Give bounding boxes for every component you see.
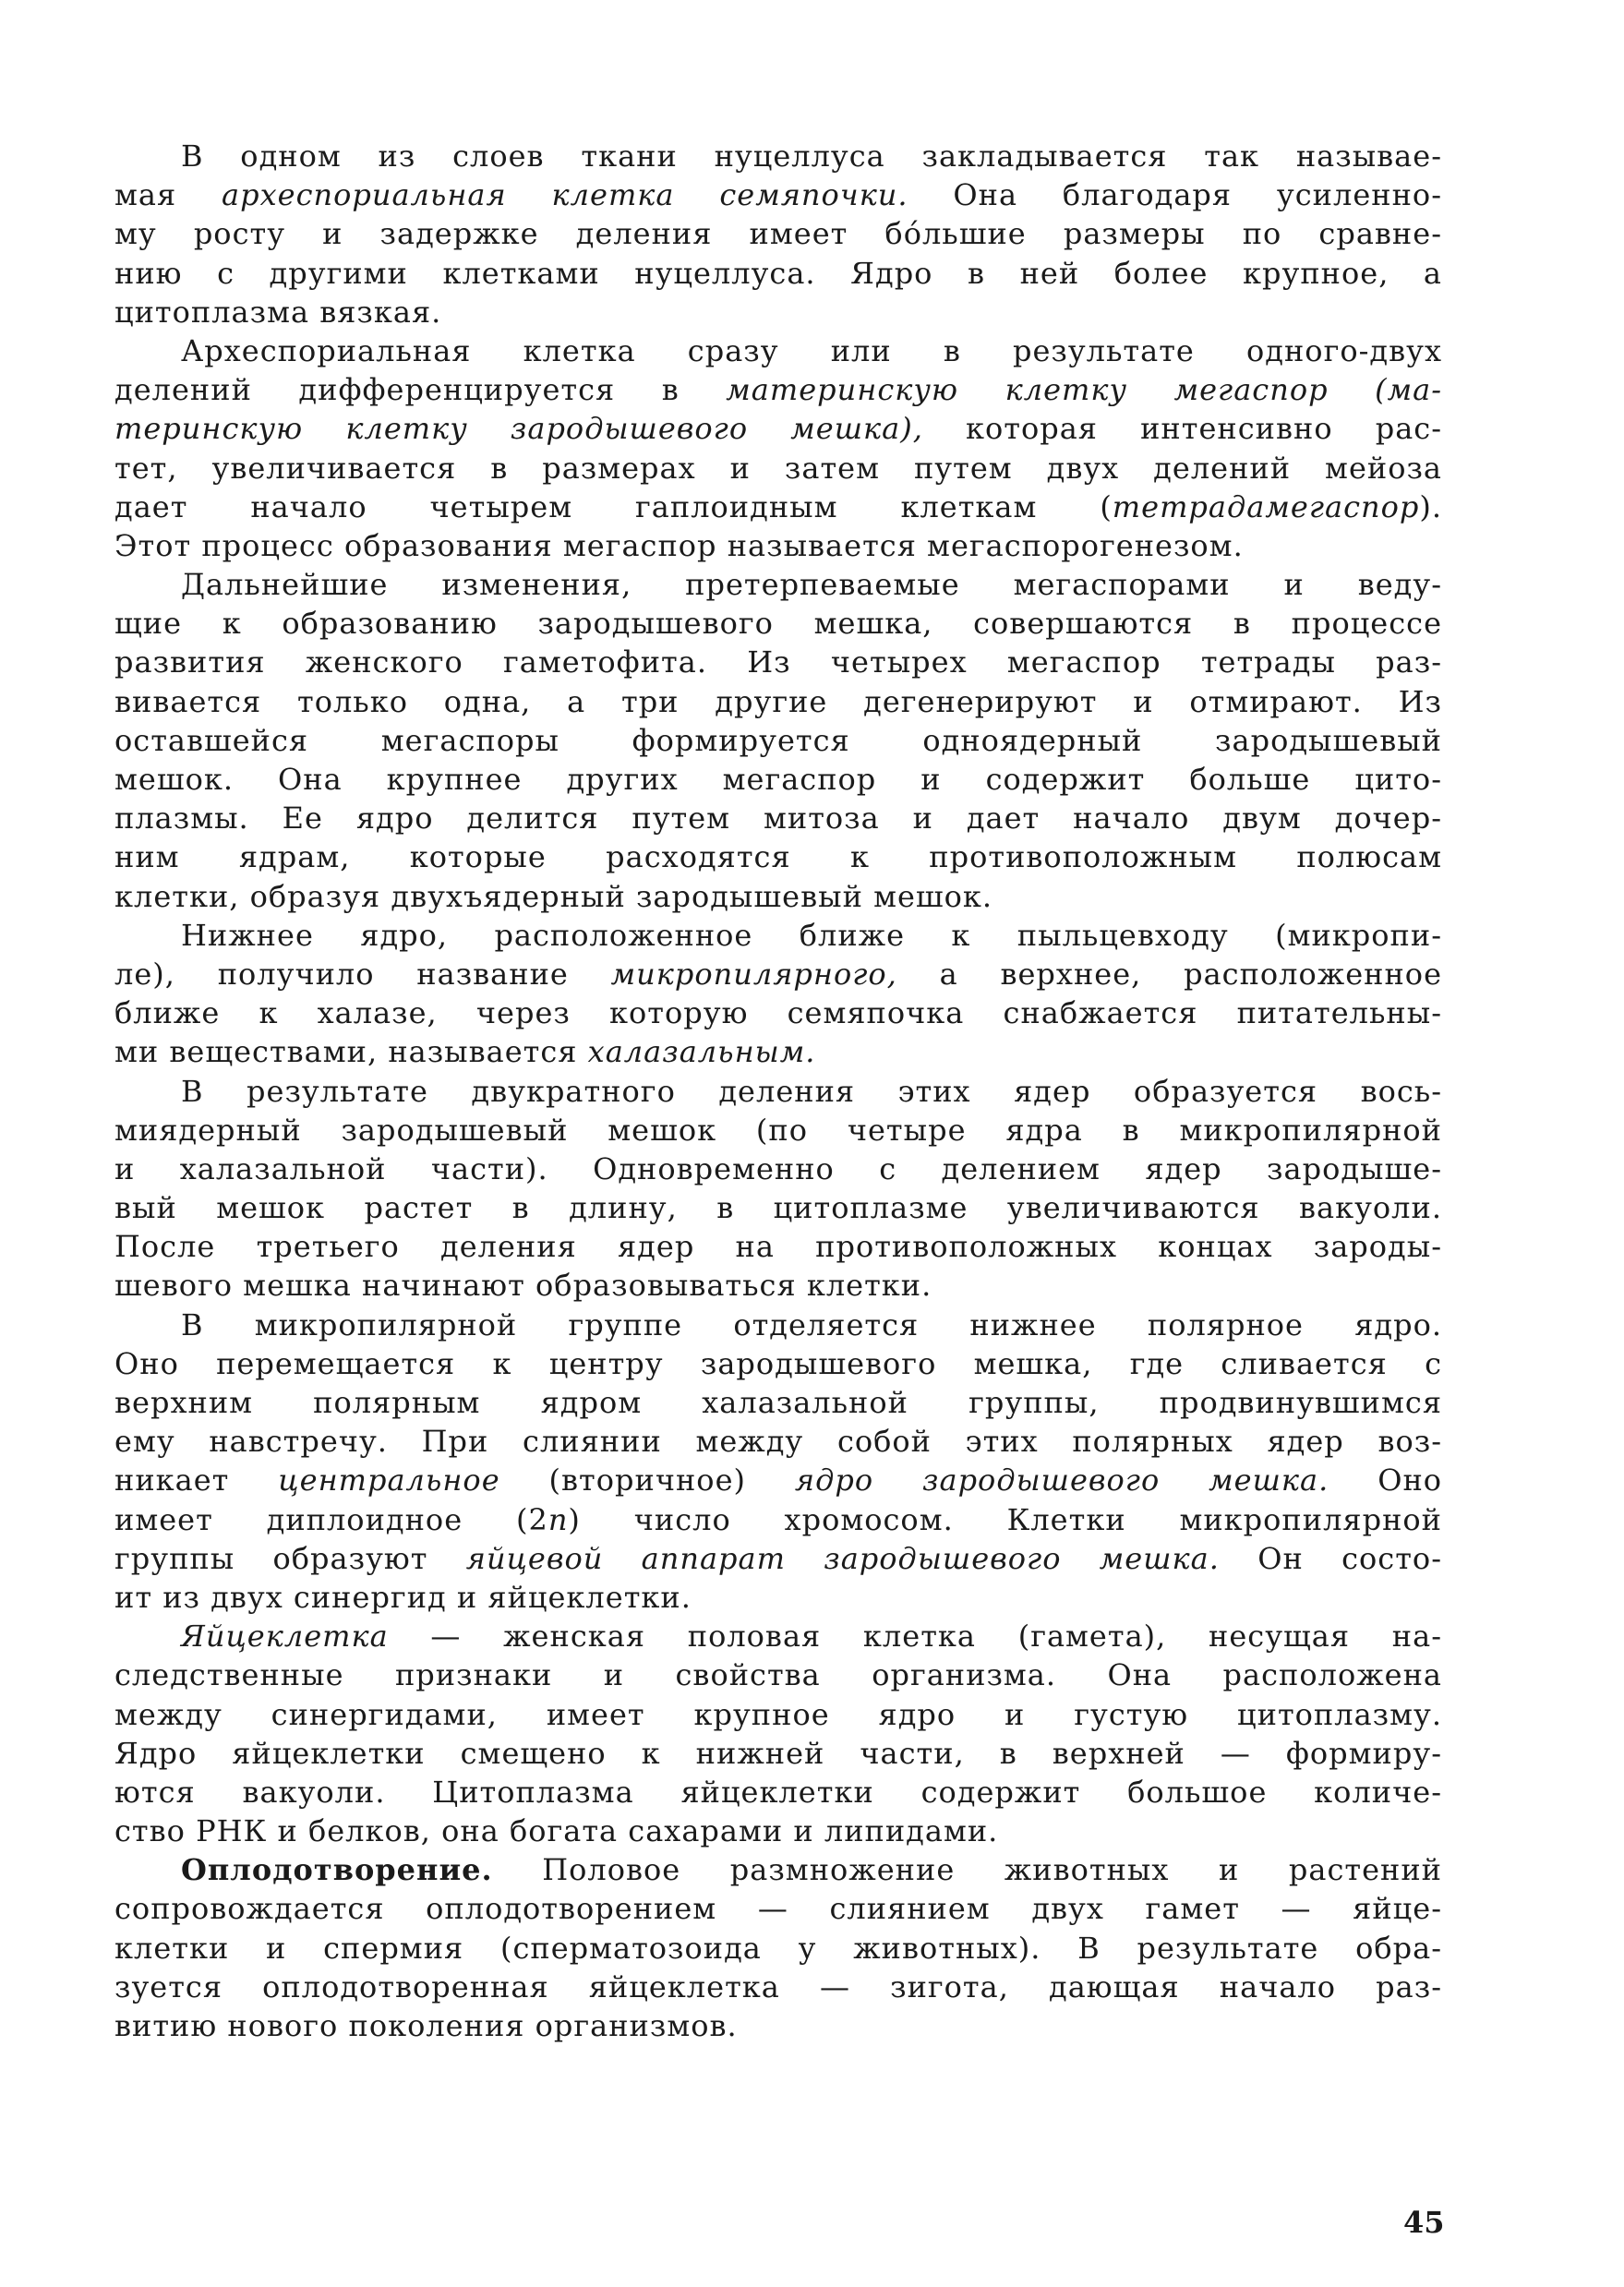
text-run: ) число хромосом. Клетки микропилярной bbox=[568, 1501, 1442, 1537]
italic-term: центральное bbox=[278, 1462, 500, 1499]
italic-term: n bbox=[547, 1501, 569, 1537]
text-run: витию нового поколения организмов. bbox=[114, 2008, 738, 2043]
text-line bbox=[114, 1188, 1442, 1227]
text-run: которая интенсивно рас- bbox=[922, 411, 1442, 447]
text-line bbox=[114, 1032, 1442, 1071]
text-line bbox=[114, 409, 1442, 448]
text-run: а верхнее, расположенное bbox=[896, 956, 1442, 992]
text-line bbox=[114, 214, 1442, 253]
text-line bbox=[114, 1111, 1442, 1150]
text-run: Оно bbox=[1329, 1462, 1442, 1499]
text-line bbox=[114, 487, 1442, 526]
text-line bbox=[114, 1655, 1442, 1694]
text-run: — женская половая клетка (гамета), несущая на- bbox=[388, 1619, 1442, 1655]
text-run: Дальнейшие изменения, претерпеваемые мегаспорами и веду- bbox=[181, 567, 1442, 603]
italic-term: теринскую клетку зародышевого мешка), bbox=[114, 411, 923, 447]
italic-term: материнскую клетку мегаспор (ма- bbox=[726, 372, 1442, 408]
paragraph bbox=[114, 331, 1442, 565]
text-line bbox=[114, 760, 1442, 799]
text-line bbox=[114, 449, 1442, 487]
text-line bbox=[114, 1227, 1442, 1266]
text-line bbox=[114, 565, 1442, 604]
text-run: плазмы. Ее ядро делится путем митоза и дает начало двум дочер- bbox=[114, 800, 1442, 837]
text-line bbox=[114, 721, 1442, 760]
text-run: нию с другими клетками нуцеллуса. Ядро в ней более крупное, а bbox=[114, 255, 1442, 291]
paragraph bbox=[114, 1072, 1442, 1306]
italic-term: археспориальная клетка семяпочки. bbox=[222, 177, 908, 213]
text-line bbox=[114, 1695, 1442, 1734]
text-run: зуется оплодотворенная яйцеклетка — зигота, дающая начало раз- bbox=[114, 1968, 1442, 2004]
text-run: (вторичное) bbox=[499, 1462, 795, 1499]
bold-heading: Оплодотворение. bbox=[181, 1852, 493, 1888]
italic-term: Яйцеклетка bbox=[181, 1619, 389, 1655]
page-number: 45 bbox=[1403, 2205, 1445, 2240]
text-run: ит из двух синергид и яйцеклетки. bbox=[114, 1579, 692, 1615]
text-run: шевого мешка начинают образовываться клетки. bbox=[114, 1268, 932, 1304]
text-line bbox=[114, 877, 1442, 916]
text-line bbox=[114, 1734, 1442, 1773]
text-line bbox=[114, 1850, 1442, 1889]
text-run: Он состо- bbox=[1219, 1540, 1442, 1576]
text-run: никает bbox=[114, 1462, 279, 1499]
text-line bbox=[114, 1461, 1442, 1499]
text-run: мешок. Она крупнее других мегаспор и содержит больше цито- bbox=[114, 762, 1442, 797]
text-run: мая bbox=[114, 177, 223, 213]
text-line bbox=[114, 1500, 1442, 1539]
text-line bbox=[114, 1344, 1442, 1383]
text-run: В микропилярной группе отделяется нижнее полярное ядро. bbox=[181, 1306, 1442, 1342]
text-run: Половое размножение животных и растений bbox=[492, 1852, 1442, 1888]
text-run: ). bbox=[1419, 488, 1442, 524]
text-run: Оно перемещается к центру зародышевого мешка, где сливается с bbox=[114, 1345, 1442, 1381]
paragraph bbox=[114, 1617, 1442, 1850]
text-line bbox=[114, 604, 1442, 643]
text-run: вый мешок растет в длину, в цитоплазме увеличиваются вакуоли. bbox=[114, 1190, 1442, 1226]
text-run: Ядро яйцеклетки смещено к нижней части, в верхней — формиру- bbox=[114, 1735, 1442, 1771]
text-run: цитоплазма вязкая. bbox=[114, 294, 442, 330]
text-line bbox=[114, 1539, 1442, 1578]
text-run: развития женского гаметофита. Из четырех мегаспор тетрады раз- bbox=[114, 644, 1442, 680]
italic-term: халазальным. bbox=[587, 1034, 816, 1070]
paragraph bbox=[114, 916, 1442, 1072]
text-run: имеет диплоидное (2 bbox=[114, 1501, 548, 1537]
text-run: группы образуют bbox=[114, 1540, 466, 1576]
page-body bbox=[114, 137, 1442, 2045]
text-line bbox=[114, 175, 1442, 214]
text-run: сопровождается оплодотворением — слиянием двух гамет — яйце- bbox=[114, 1891, 1442, 1927]
text-line bbox=[114, 1889, 1442, 1928]
text-run: В одном из слоев ткани нуцеллуса закладывается так называе- bbox=[181, 138, 1442, 174]
text-line bbox=[114, 1306, 1442, 1344]
text-run: вивается только одна, а три другие дегенерируют и отмирают. Из bbox=[114, 683, 1442, 719]
text-run: ним ядрам, которые расходятся к противоположным полюсам bbox=[114, 839, 1442, 875]
text-run: Археспориальная клетка сразу или в результате одного-двух bbox=[181, 332, 1442, 368]
text-line bbox=[114, 1150, 1442, 1188]
text-run: В результате двукратного деления этих ядер образуется вось- bbox=[181, 1073, 1442, 1109]
text-line bbox=[114, 1383, 1442, 1422]
text-line bbox=[114, 254, 1442, 293]
text-run: ле), получило название bbox=[114, 956, 611, 992]
text-line bbox=[114, 916, 1442, 955]
italic-term: яйцевой аппарат зародышевого мешка. bbox=[465, 1540, 1220, 1576]
text-line bbox=[114, 1422, 1442, 1461]
text-line bbox=[114, 682, 1442, 721]
text-line bbox=[114, 293, 1442, 331]
text-run: ми веществами, называется bbox=[114, 1034, 588, 1070]
text-run: между синергидами, имеет крупное ядро и густую цитоплазму. bbox=[114, 1696, 1442, 1732]
text-line bbox=[114, 799, 1442, 837]
text-run: оставшейся мегаспоры формируется одноядерный зародышевый bbox=[114, 722, 1442, 758]
text-run: миядерный зародышевый мешок (по четыре ядра в микропилярной bbox=[114, 1112, 1442, 1148]
text-run: ему навстречу. При слиянии между собой этих полярных ядер воз- bbox=[114, 1424, 1442, 1460]
text-run: Нижнее ядро, расположенное ближе к пыльцевходу (микропи- bbox=[181, 917, 1442, 953]
text-line bbox=[114, 837, 1442, 876]
text-line bbox=[114, 955, 1442, 993]
text-line bbox=[114, 1929, 1442, 1968]
text-line bbox=[114, 526, 1442, 565]
text-run: тет, увеличивается в размерах и затем путем двух делений мейоза bbox=[114, 450, 1442, 486]
italic-term: микропилярного, bbox=[610, 956, 897, 992]
text-line bbox=[114, 331, 1442, 370]
text-run: ются вакуоли. Цитоплазма яйцеклетки содержит большое количе- bbox=[114, 1774, 1442, 1810]
text-run: му росту и задержке деления имеет бóльшие размеры по сравне- bbox=[114, 216, 1442, 252]
text-run: клетки и спермия (сперматозоида у животных). В результате обра- bbox=[114, 1930, 1442, 1966]
text-line bbox=[114, 1968, 1442, 2006]
text-line bbox=[114, 1812, 1442, 1850]
text-run: ство РНК и белков, она богата сахарами и липидами. bbox=[114, 1813, 999, 1849]
text-line bbox=[114, 1578, 1442, 1617]
text-line bbox=[114, 137, 1442, 175]
text-run: дает начало четырем гаплоидным клеткам ( bbox=[114, 488, 1113, 524]
text-run: ближе к халазе, через которую семяпочка снабжается питательны- bbox=[114, 995, 1442, 1031]
text-run: Этот процесс образования мегаспор называется мегаспорогенезом. bbox=[114, 527, 1244, 563]
paragraph bbox=[114, 1306, 1442, 1618]
text-run: клетки, образуя двухъядерный зародышевый мешок. bbox=[114, 878, 993, 914]
text-line bbox=[114, 993, 1442, 1032]
text-run: и халазальной части). Одновременно с делением ядер зародыше- bbox=[114, 1150, 1442, 1186]
text-run: После третьего деления ядер на противоположных концах зароды- bbox=[114, 1229, 1442, 1265]
text-run: делений дифференцируется в bbox=[114, 372, 727, 408]
text-line bbox=[114, 2006, 1442, 2045]
text-run: верхним полярным ядром халазальной группы, продвинувшимся bbox=[114, 1385, 1442, 1420]
text-line bbox=[114, 1617, 1442, 1655]
text-line bbox=[114, 643, 1442, 681]
text-line bbox=[114, 1072, 1442, 1111]
text-run: щие к образованию зародышевого мешка, совершаются в процессе bbox=[114, 606, 1442, 642]
paragraph bbox=[114, 137, 1442, 331]
text-line bbox=[114, 370, 1442, 409]
italic-term: тетрадамегаспор bbox=[1112, 488, 1420, 524]
paragraph bbox=[114, 1850, 1442, 2045]
text-line bbox=[114, 1773, 1442, 1812]
text-line bbox=[114, 1266, 1442, 1305]
text-run: следственные признаки и свойства организма. Она расположена bbox=[114, 1657, 1442, 1693]
paragraph bbox=[114, 565, 1442, 916]
text-run: Она благодаря усиленно- bbox=[908, 177, 1442, 213]
italic-term: ядро зародышевого мешка. bbox=[794, 1462, 1329, 1499]
